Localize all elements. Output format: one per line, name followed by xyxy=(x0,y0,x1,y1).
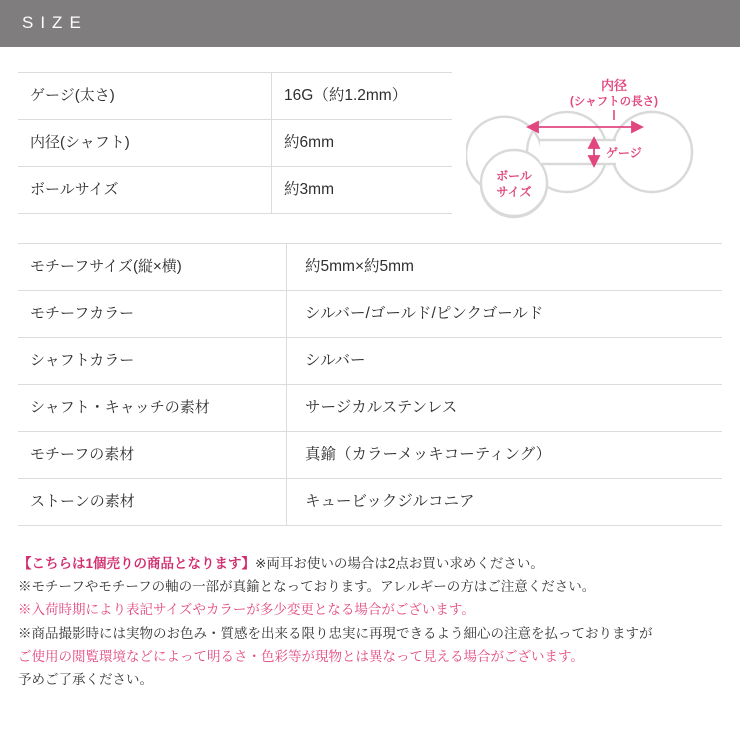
note-line-3: ※入荷時期により表記サイズやカラーが多少変更となる場合がございます。 xyxy=(18,602,475,618)
table-row xyxy=(18,338,722,385)
row-value: 16G（約1.2mm） xyxy=(272,73,452,120)
note-line-1-rest: ※両耳お使いの場合は2点お買い求めください。 xyxy=(255,556,544,571)
spec-table-bottom xyxy=(18,243,722,526)
note-line-1-bold: 【こちらは1個売りの商品となります】 xyxy=(18,556,256,571)
row-label: モチーフサイズ(縦×横) xyxy=(18,244,287,291)
ball-size-circle xyxy=(481,150,547,216)
row-value: 真鍮（カラーメッキコーティング） xyxy=(287,432,723,479)
row-value: サージカルステンレス xyxy=(287,385,723,432)
label-ball-size-line1: ボール xyxy=(496,169,532,183)
notes-block xyxy=(18,552,722,691)
row-label: 内径(シャフト) xyxy=(18,120,272,167)
spec-table-top xyxy=(18,72,452,214)
piercing-dimension-diagram xyxy=(466,72,724,232)
label-shaft-length: (シャフトの長さ) xyxy=(570,96,658,108)
row-label: ボールサイズ xyxy=(18,167,272,214)
row-value: キュービックジルコニア xyxy=(287,479,723,526)
note-line-4: ※商品撮影時には実物のお色み・質感を出来る限り忠実に再現できるよう細心の注意を払っておりますが xyxy=(18,625,653,641)
table-row xyxy=(18,385,722,432)
row-value: 約3mm xyxy=(272,167,452,214)
label-inner-diameter: 内径 xyxy=(600,78,628,93)
table-row xyxy=(18,120,452,167)
row-label: ゲージ(太さ) xyxy=(18,73,272,120)
table-row xyxy=(18,291,722,338)
row-label: モチーフの素材 xyxy=(18,432,287,479)
note-line-1 xyxy=(18,552,722,575)
label-gauge: ゲージ xyxy=(606,146,642,160)
table-row xyxy=(18,73,452,120)
table-row xyxy=(18,244,722,291)
note-line-6: 予めご了承ください。 xyxy=(18,672,153,688)
table-row xyxy=(18,479,722,526)
row-value: 約5mm×約5mm xyxy=(287,244,723,291)
row-label: シャフト・キャッチの素材 xyxy=(18,385,287,432)
note-line-5: ご使用の閲覧環境などによって明るさ・色彩等が現物とは異なって見える場合がございます。 xyxy=(18,648,584,664)
row-value: シルバー xyxy=(287,338,723,385)
section-header-bar xyxy=(0,0,740,47)
row-value: 約6mm xyxy=(272,120,452,167)
label-ball-size-line2: サイズ xyxy=(496,185,532,199)
table-row xyxy=(18,432,722,479)
note-line-2: ※モチーフやモチーフの軸の一部が真鍮となっております。アレルギーの方はご注意ください。 xyxy=(18,579,596,595)
row-label: ストーンの素材 xyxy=(18,479,287,526)
row-label: モチーフカラー xyxy=(18,291,287,338)
page-title: SIZE xyxy=(22,13,88,32)
row-value: シルバー/ゴールド/ピンクゴールド xyxy=(287,291,723,338)
row-label: シャフトカラー xyxy=(18,338,287,385)
table-row xyxy=(18,167,452,214)
